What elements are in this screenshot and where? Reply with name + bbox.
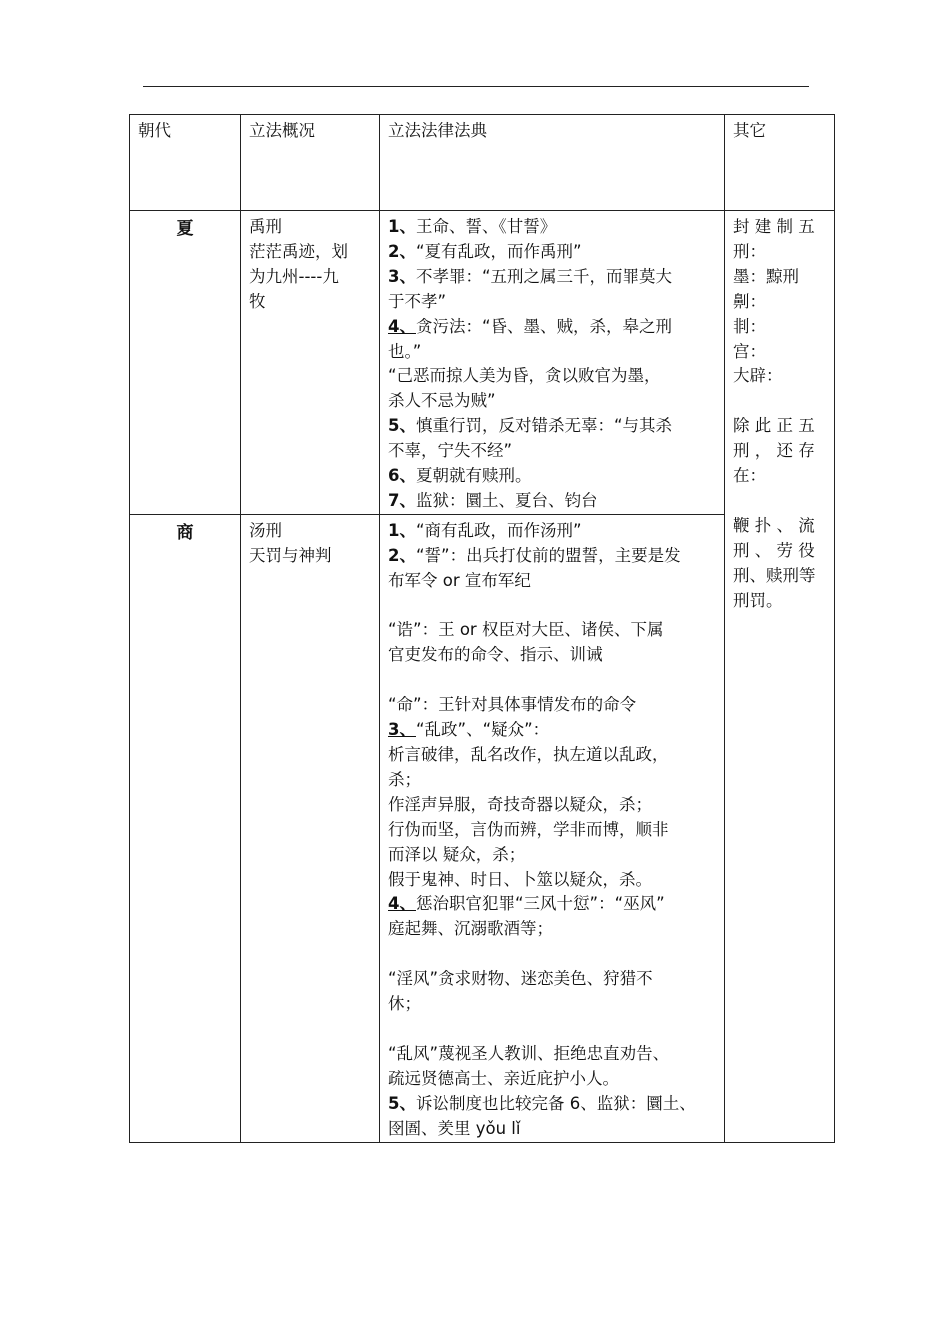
other-line: 刑 ， 还 存	[733, 441, 815, 461]
other-line: 刑、赎刑等	[733, 565, 816, 585]
other-line: 大辟：	[733, 366, 783, 386]
header-laws: 立法法律法典	[380, 115, 725, 211]
law-text: 杀人不忌为贼”	[388, 391, 496, 411]
law-line	[388, 693, 716, 718]
law-line	[388, 942, 716, 967]
table-row-xia	[130, 211, 835, 515]
law-line	[388, 489, 716, 514]
table-header-row	[130, 115, 835, 211]
overview-cell-xia	[241, 211, 380, 515]
header-dynasty: 朝代	[130, 115, 241, 211]
law-line	[388, 868, 716, 893]
law-line	[388, 1067, 716, 1092]
law-line	[388, 1042, 716, 1067]
dynasty-cell-shang: 商	[130, 514, 241, 1142]
law-line	[388, 290, 716, 315]
law-number: 2、	[388, 545, 416, 565]
overview-cell-shang	[241, 514, 380, 1142]
law-number: 2、	[388, 241, 416, 261]
law-number: 6、	[388, 466, 416, 486]
law-line	[388, 364, 716, 389]
law-text: 慎重行罚，反对错杀无辜：“与其杀	[415, 416, 673, 436]
law-text: 杀；	[388, 769, 421, 789]
law-line	[388, 414, 716, 439]
laws-cell-xia	[380, 211, 725, 515]
law-line	[388, 967, 716, 992]
overview-line: 为九州----九	[249, 266, 339, 286]
law-text: 布军令 or 宣布军纪	[388, 570, 531, 590]
law-text: 于不孝”	[388, 291, 447, 311]
law-text: 庭起舞、沉溺歌酒等；	[388, 919, 553, 939]
law-line	[388, 818, 716, 843]
header-rule	[143, 86, 809, 87]
law-text: 析言破律，乱名改作，执左道以乱政，	[388, 745, 669, 764]
law-line	[388, 1017, 716, 1042]
law-line	[388, 315, 716, 340]
law-number: 3、	[388, 266, 416, 286]
overview-line: 天罚与神判	[249, 545, 332, 565]
other-line: 刑罚。	[733, 590, 783, 610]
law-line	[388, 892, 716, 917]
law-text: 不孝罪：“五刑之属三千，而罪莫大	[415, 266, 673, 286]
overview-line: 禹刑	[249, 217, 282, 236]
overview-line: 汤刑	[249, 520, 282, 540]
other-line: 墨：黥刑	[733, 266, 799, 286]
law-line	[388, 265, 716, 290]
law-text: “淫风”贪求财物、迷恋美色、狩猎不	[388, 969, 653, 989]
other-line: 剕：	[733, 316, 766, 336]
other-line: 在：	[733, 466, 766, 486]
law-line	[388, 718, 716, 743]
law-number: 4、	[388, 316, 416, 336]
law-text: “商有乱政，而作汤刑”	[415, 520, 582, 540]
law-line	[388, 618, 716, 643]
law-line	[388, 768, 716, 793]
law-line	[388, 215, 716, 240]
header-other: 其它	[725, 115, 835, 211]
other-line: 封 建 制 五	[733, 217, 815, 236]
law-line	[388, 843, 716, 868]
law-text: 假于鬼神、时日、卜筮以疑众，杀。	[388, 869, 652, 889]
law-text: 惩治职官犯罪“三风十愆”：“巫风”	[415, 894, 665, 914]
header-overview: 立法概况	[241, 115, 380, 211]
law-line	[388, 389, 716, 414]
law-text: “乱风”蔑视圣人教训、拒绝忠直劝告、	[388, 1043, 670, 1063]
law-line	[388, 594, 716, 619]
law-line	[388, 1117, 716, 1142]
law-line	[388, 992, 716, 1017]
other-line: 劓：	[733, 291, 766, 311]
law-line	[388, 643, 716, 668]
laws-cell-shang	[380, 514, 725, 1142]
other-line	[733, 489, 826, 514]
law-number: 5、	[388, 1093, 416, 1113]
law-line	[388, 464, 716, 489]
law-line	[388, 544, 716, 569]
law-text: “夏有乱政，而作禹刑”	[415, 241, 582, 261]
law-text: 囹圄、羑里 yǒu lǐ	[388, 1118, 521, 1138]
law-line	[388, 668, 716, 693]
law-line	[388, 240, 716, 265]
legal-history-table	[129, 114, 835, 1143]
other-cell	[725, 211, 835, 1143]
law-line	[388, 743, 716, 768]
law-text: “命”：王针对具体事情发布的命令	[388, 695, 637, 715]
other-line: 刑：	[733, 241, 766, 261]
overview-line: 牧	[249, 291, 266, 311]
law-text: 贪污法：“昏、墨、贼，杀，皋之刑	[415, 316, 673, 336]
law-line	[388, 793, 716, 818]
overview-line: 茫茫禹迹，划	[249, 241, 348, 261]
law-text: “誓”：出兵打仗前的盟誓，主要是发	[415, 545, 681, 565]
other-line: 刑 、 劳 役	[733, 540, 815, 560]
law-text: 官吏发布的命令、指示、训诫	[388, 645, 603, 665]
law-line	[388, 569, 716, 594]
law-text: “诰”：王 or 权臣对大臣、诸侯、下属	[388, 620, 664, 640]
law-text: “己恶而掠人美为昏，贪以败官为墨，	[388, 366, 661, 386]
law-number: 7、	[388, 490, 416, 510]
law-number: 5、	[388, 416, 416, 436]
law-number: 1、	[388, 520, 416, 540]
law-line	[388, 1092, 716, 1117]
law-text: 王命、誓、《甘誓》	[415, 217, 557, 236]
dynasty-cell-xia: 夏	[130, 211, 241, 515]
law-text: 不辜，宁失不经”	[388, 441, 513, 461]
law-line	[388, 917, 716, 942]
law-line	[388, 340, 716, 365]
law-text: 监狱：圜土、夏台、钧台	[415, 490, 598, 510]
other-line: 宫：	[733, 341, 766, 361]
law-number: 4、	[388, 894, 416, 914]
law-text: 而泽以 疑众，杀；	[388, 844, 526, 864]
law-text: 疏远贤德高士、亲近庇护小人。	[388, 1068, 619, 1088]
law-text: “乱政”、“疑众”：	[415, 720, 550, 740]
law-text: 夏朝就有赎刑。	[415, 466, 532, 486]
other-line: 鞭 扑 、 流	[733, 515, 815, 535]
law-number: 3、	[388, 720, 416, 740]
law-text: 也。”	[388, 341, 422, 361]
other-line: 除 此 正 五	[733, 416, 815, 436]
law-line	[388, 439, 716, 464]
law-text: 休；	[388, 994, 421, 1014]
law-text: 诉讼制度也比较完备 6、监狱：圜土、	[415, 1093, 696, 1113]
law-text: 行伪而坚，言伪而辨，学非而博，顺非	[388, 819, 669, 839]
law-number: 1、	[388, 217, 416, 236]
other-line	[733, 389, 826, 414]
law-text: 作淫声异服，奇技奇器以疑众，杀；	[388, 794, 652, 814]
law-line	[388, 519, 716, 544]
